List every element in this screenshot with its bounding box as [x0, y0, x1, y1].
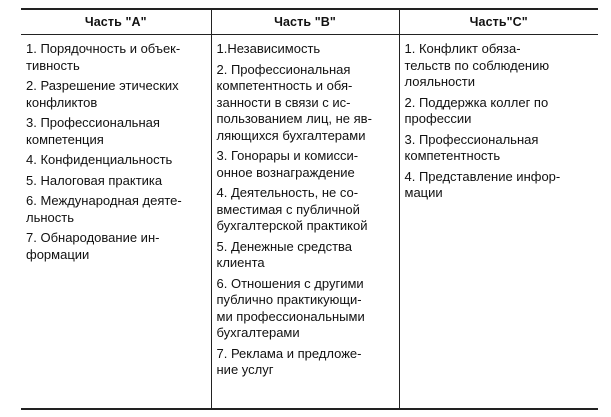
part-c-cell: [399, 35, 598, 410]
part-a-item: 4. Конфиденциальность: [26, 152, 173, 167]
part-a-item: 5. Налоговая практика: [26, 172, 163, 188]
part-c-item: 4. Представление инфор- мации: [404, 168, 561, 200]
part-a-item: 3. Профессиональная компетенция: [26, 115, 160, 147]
part-b-item: 7. Реклама и предложе- ние услуг: [216, 345, 362, 377]
part-c-item: 3. Профессиональная компетентность: [404, 131, 539, 163]
part-b-item: 3. Гонорары и комисси- онное вознаграждение: [216, 148, 359, 180]
part-c-item: 1. Конфликт обяза- тельств по соблюдению лояльности: [404, 41, 550, 89]
part-b-item: 1.Независимость: [216, 41, 321, 56]
header-part-b: Часть "В": [211, 9, 399, 35]
header-part-a: Часть "А": [21, 9, 211, 35]
part-b-item: 6. Отношения с другими публично практикующи- ми профессиональными бухгалтерами: [216, 275, 365, 340]
part-a-item: 1. Порядочность и объек- тивность: [26, 41, 181, 73]
part-a-cell: [21, 35, 211, 410]
part-b-item: 2. Профессиональная компетентность и обя- занности в связи с ис- пользованием лиц, не яв- ляющихся бухгалтерами: [216, 61, 372, 143]
part-c-item: 2. Поддержка коллег по профессии: [404, 94, 549, 126]
header-part-c: Часть"С": [399, 9, 598, 35]
part-b-item: 4. Деятельность, не со- вместимая с публичной бухгалтерской практикой: [216, 185, 368, 233]
part-b-cell: [211, 35, 399, 410]
header-row: [21, 9, 598, 35]
content-row: [21, 35, 598, 410]
part-a-item: 6. Международная деяте- льность: [26, 193, 182, 225]
part-a-item: 7. Обнародование ин- формации: [26, 230, 160, 262]
part-b-item: 5. Денежные средства клиента: [216, 238, 353, 270]
principles-table: [21, 8, 598, 410]
part-a-item: 2. Разрешение этических конфликтов: [26, 78, 179, 110]
